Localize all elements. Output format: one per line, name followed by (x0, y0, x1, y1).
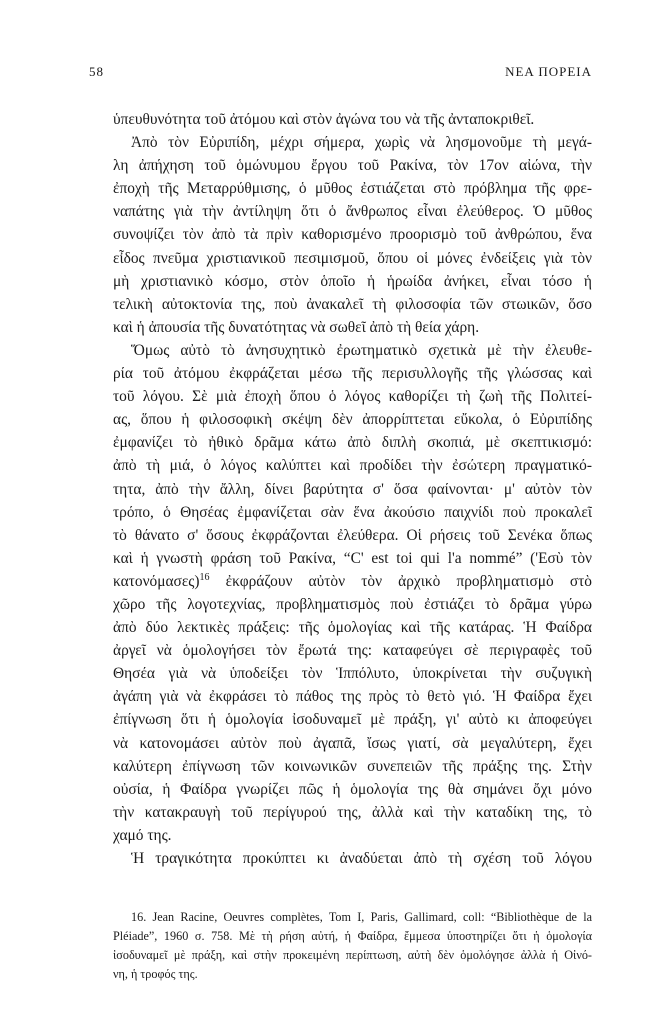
text-line: συνοψίζει τὸν ἀπὸ τὰ πρὶν καθορισμένο προορισμὸ τοῦ ἀνθρώπου, ἕνα (113, 226, 592, 244)
text-line: τητα, ἀπὸ τὴν ἄλλη, δίνει βαρύτητα σ' ὅσα φαίνονται· μ' αὐτὸν τὸν (113, 480, 592, 498)
footnote-line: 16. Jean Racine, Oeuvres complètes, Tom I, Paris, Gallimard, coll: “Bibliothèque de la (131, 910, 592, 924)
footnote-line: Pléiade”, 1960 σ. 758. Μὲ τὴ ρήση αὐτή, ἡ Φαίδρα, ἔμμεσα ὑποστηρίζει ὅτι ἡ ὁμολογία (113, 929, 592, 943)
text-line: ἐπίγνωση ὅτι ἡ ὁμολογία ἰσοδυναμεῖ μὲ πράξη, γι' αὐτὸ κι ἀποφεύγει (113, 711, 592, 729)
text-line: ἐμφανίζει τὸ ἠθικὸ δρᾶμα κάτω ἀπὸ διπλὴ σκοπιά, μὲ σκεπτικισμό: (113, 434, 592, 452)
footnote-line: ἰσοδυναμεῖ μὲ πράξη, καὶ στὴν προκειμένη περίπτωση, αὐτὴ δὲν ὁμολόγησε ἀλλὰ ἡ Οἰνό- (113, 948, 592, 962)
footnotes (113, 908, 592, 984)
text-line: Θησέα γιὰ νὰ ὑποδείξει τὸν Ἱππόλυτο, ὑποκρίνεται τὴν συζυγικὴ (113, 665, 592, 683)
page-number: 58 (89, 64, 104, 79)
text-line: Ἡ τραγικότητα προκύπτει κι ἀναδύεται ἀπὸ τὴ σχέση τοῦ λόγου (131, 850, 592, 867)
text-line: ὑπευθυνότητα τοῦ ἀτόμου καὶ στὸν ἀγώνα του νὰ τῆς ἀνταποκριθεῖ. (113, 111, 535, 128)
text-line: Ἀπὸ τὸν Εὐριπίδη, μέχρι σήμερα, χωρὶς νὰ λησμονοῦμε τὴ μεγά- (131, 134, 592, 152)
text-line: τὸ θάνατο σ' ὅσους ἐκφράζονται ἐλεύθερα. Οἱ ρήσεις τοῦ Σενέκα ὅπως (113, 526, 592, 544)
text-segment: ἐκφράζουν αὐτὸν τὸν ἀρχικὸ προβληματισμὸ στὸ (209, 572, 592, 590)
text-line: ἀργεῖ νὰ ὁμολογήσει τὸν ἔρωτά της: καταφεύγει σὲ περιγραφὲς τοῦ (113, 642, 592, 660)
text-line: εἶδος πνεῦμα χριστιανικοῦ πεσιμισμοῦ, ὅπου οἱ μόνες ἐνδείξεις γιὰ τὸν (113, 249, 592, 267)
page-header (89, 64, 592, 84)
text-line: τρόπο, ὁ Θησέας ἐμφανίζεται σὰν ἕνα ἀκούσιο παιχνίδι ποὺ προκαλεῖ (113, 503, 592, 521)
text-line: χαμό της. (113, 826, 172, 844)
text-line-with-footnote (113, 570, 592, 593)
footnote-line: νη, ἡ τροφός της. (113, 967, 198, 981)
text-line: λη ἀπήχηση τοῦ ὁμώνυμου ἔργου τοῦ Ρακίνα, τὸν 17ον αἰώνα, τὴν (113, 157, 592, 175)
text-line: Ὅμως αὐτὸ τὸ ἀνησυχητικὸ ἐρωτηματικὸ σχετικὰ μὲ τὴν ἐλευθε- (131, 341, 592, 359)
text-line: μὴ χριστιανικὸ κόσμο, στὸν ὁποῖο ἡ ἡρωίδα ἀνήκει, εἶναι τόσο ἡ (113, 272, 592, 290)
text-line: ας, ὅπου ἡ φιλοσοφικὴ σκέψη δὲν ἀπορρίπτεται εὔκολα, ὁ Εὐριπίδης (113, 411, 592, 429)
text-line: καὶ ἡ ἀπουσία τῆς δυνατότητας νὰ σωθεῖ ἀπὸ τὴ θεία χάρη. (113, 318, 480, 336)
text-line: καὶ ἡ γνωστὴ φράση τοῦ Ρακίνα, “C' est toi qui l'a nommé” ('Εσὺ τὸν (113, 549, 592, 567)
text-line: τὴν κατακραυγὴ τοῦ περίγυρού της, ἀλλὰ καὶ τὴν καταδίκη της, τὸ (113, 803, 592, 821)
running-title: ΝΕΑ ΠΟΡΕΙΑ (505, 64, 592, 79)
text-line: οὐσία, ἡ Φαίδρα γνωρίζει πῶς ἡ ὁμολογία της θὰ σημάνει ὄχι μόνο (113, 780, 592, 798)
text-line: καλύτερη ἐπίγνωση τῶν κοινωνικῶν συνεπειῶν τῆς πράξης της. Στὴν (113, 757, 592, 775)
text-line: ἀπὸ τὴ μιά, ὁ λόγος καλύπτει καὶ προδίδει τὴν ἐσώτερη πραγματικό- (113, 457, 592, 475)
footnote-reference[interactable]: 16 (199, 571, 210, 583)
text-line: ἀγάπη γιὰ νὰ ἐκφράσει τὸ πάθος της πρὸς τὸ θετὸ γιό. Ἡ Φαίδρα ἔχει (113, 688, 592, 706)
text-line: νὰ κατονομάσει αὐτὸν ποὺ ἀγαπᾶ, ἴσως γιατί, σὰ μεγαλύτερη, ἔχει (113, 734, 592, 752)
text-line: ναπάτης γιὰ τὴν ἀντίληψη ὅτι ὁ ἄνθρωπος εἶναι ἐλεύθερος. Ὁ μῦθος (113, 203, 592, 221)
text-line: τοῦ λόγου. Σὲ μιὰ ἐποχὴ ὅπου ὁ λόγος καθορίζει τὴ ζωὴ τῆς Πολιτεί- (113, 388, 592, 406)
text-segment: κατονόμασες) (113, 572, 200, 590)
text-line: ἐποχὴ τῆς Μεταρρύθμισης, ὁ μῦθος ἐστιάζεται στὸ πρόβλημα τῆς φρε- (113, 180, 592, 198)
text-line: τελικὴ αὐτοκτονία της, ποὺ ἀνακαλεῖ τὴ φιλοσοφία τῶν στωικῶν, ὅσο (113, 295, 592, 313)
text-line: ρία τοῦ ἀτόμου ἐκφράζεται μέσω τῆς περισυλλογῆς τῆς γλώσσας καὶ (113, 365, 592, 383)
text-line: χῶρο τῆς λογοτεχνίας, προβληματισμὸς ποὺ ἐστιάζει τὸ δρᾶμα γύρω (113, 595, 592, 613)
main-text (113, 108, 592, 870)
text-line: ἀπὸ δύο λεκτικὲς πράξεις: τῆς ὁμολογίας καὶ τῆς κατάρας. Ἡ Φαίδρα (113, 619, 592, 637)
